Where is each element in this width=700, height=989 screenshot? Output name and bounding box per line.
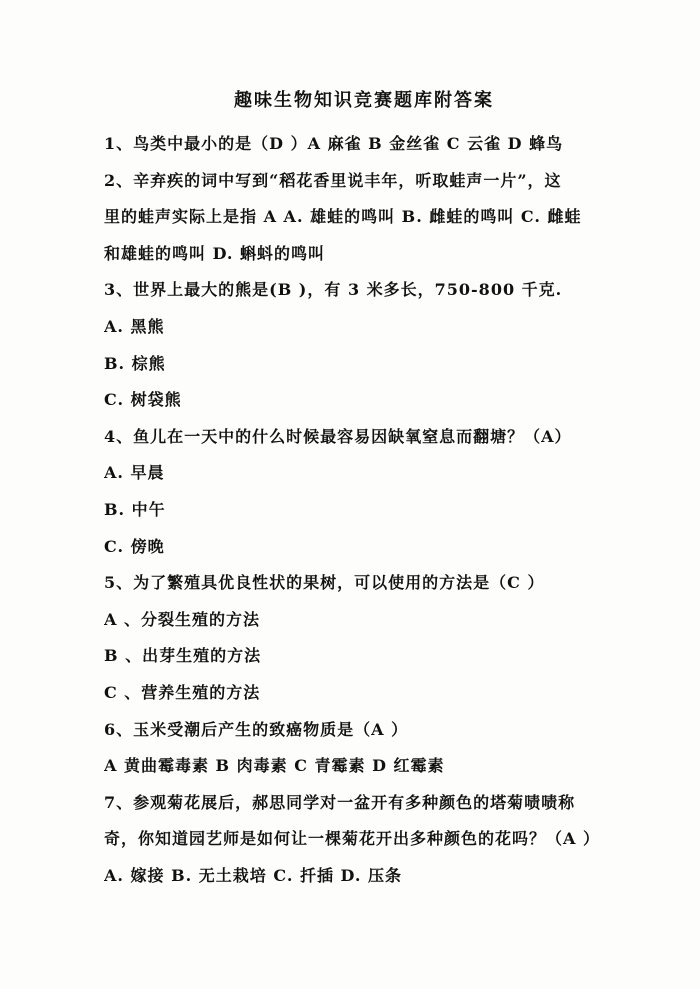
text-line: A 黄曲霉毒素 B 肉毒素 C 青霉素 D 红霉素: [104, 756, 445, 776]
text-line: A. 早晨: [104, 463, 165, 483]
text-line: B 、出芽生殖的方法: [104, 646, 262, 666]
text-line: 2、辛弃疾的词中写到“稻花香里说丰年，听取蛙声一片”，这: [104, 170, 562, 190]
text-line: 6、玉米受潮后产生的致癌物质是（A ）: [104, 719, 409, 739]
question-list: [104, 126, 624, 894]
document-content: [104, 88, 624, 894]
text-line: 1、鸟类中最小的是（D ）A 麻雀 B 金丝雀 C 云雀 D 蜂鸟: [104, 134, 564, 153]
text-line: 7、参观菊花展后，郝思同学对一盆开有多种颜色的塔菊啧啧称: [104, 792, 576, 812]
text-line: 3、世界上最大的熊是(B )，有 3 米多长，750-800 千克.: [104, 280, 563, 300]
text-line: B. 棕熊: [104, 353, 166, 373]
text-line: A. 黑熊: [104, 316, 165, 336]
text-line: 和雄蛙的鸣叫 D. 蝌蚪的鸣叫: [104, 243, 326, 263]
text-line: 里的蛙声实际上是指 A A. 雄蛙的鸣叫 B. 雌蛙的鸣叫 C. 雌蛙: [104, 207, 582, 227]
text-line: B. 中午: [104, 499, 166, 519]
text-line: 奇，你知道园艺师是如何让一棵菊花开出多种颜色的花吗？（A ）: [104, 829, 600, 849]
text-line: 5、为了繁殖具优良性状的果树，可以使用的方法是（C ）: [104, 573, 545, 593]
text-line: C. 傍晚: [104, 536, 165, 556]
text-line: 4、鱼儿在一天中的什么时候最容易因缺氧窒息而翻塘？（A）: [104, 426, 572, 446]
document-title: 趣味生物知识竞赛题库附答案: [234, 90, 494, 111]
text-line: A. 嫁接 B. 无土栽培 C. 扦插 D. 压条: [104, 865, 402, 885]
text-line: C 、营养生殖的方法: [104, 682, 261, 702]
text-line: C. 树袋熊: [104, 390, 182, 410]
text-line: A 、分裂生殖的方法: [104, 609, 260, 629]
